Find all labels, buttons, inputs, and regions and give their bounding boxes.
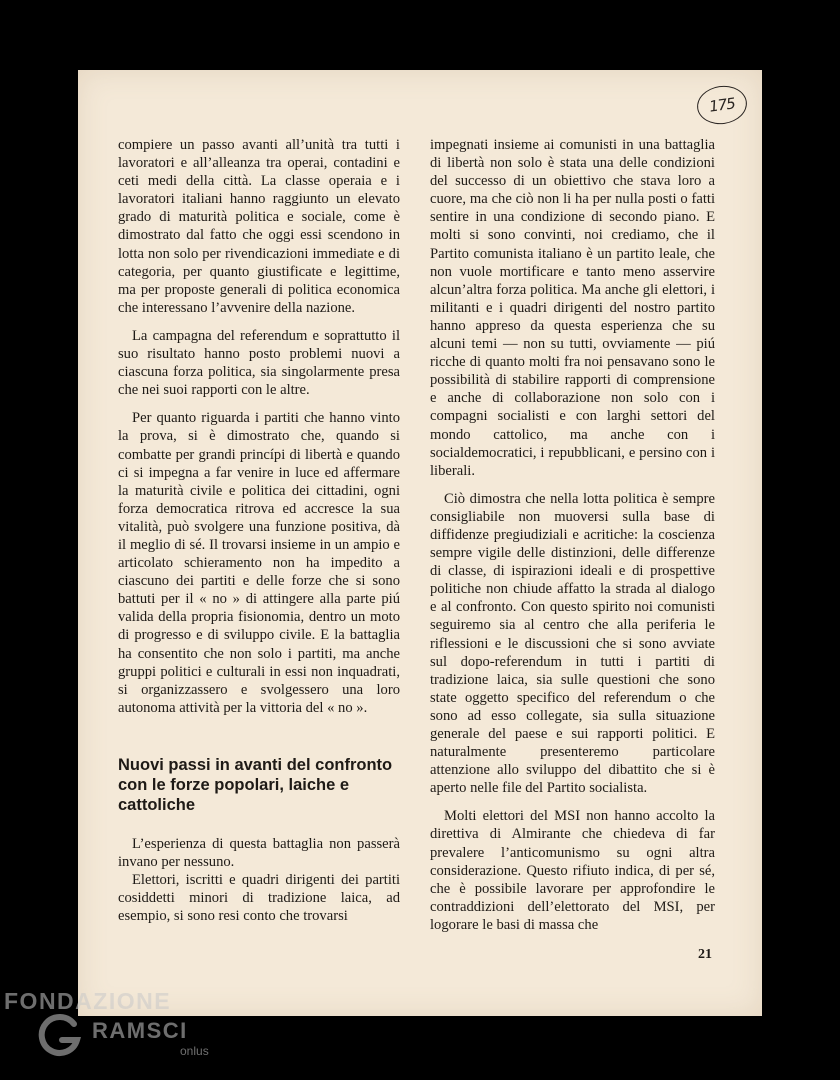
watermark-suffix: onlus — [180, 1044, 209, 1058]
body-paragraph: Molti elettori del MSI non hanno accolto la direttiva di Almirante che chiedeva di far prevalere l’anticomunismo su ogni altra considerazione. Questo rifiuto indica, di per sé, che è possibile lavorare per approfondire le contraddizioni dell’elettorato del MSI, per logorare le basi di massa che — [430, 808, 715, 933]
body-paragraph: L’esperienza di questa battaglia non passerà invano per nessuno. — [118, 835, 400, 870]
g-logo-icon — [34, 1010, 84, 1060]
body-paragraph: impegnati insieme ai comunisti in una battaglia di libertà non solo è stata una delle condizioni del successo di un obiettivo che stava loro a cuore, ma che ciò non li ha per nulla posti o fatti sentire in una condizione di secondo piano. E molti si sono convinti, noi crediamo, che il Partito comunista italiano è un partito leale, che non vuole mortificare e tanto meno asservire alcun’altra forza politica. Ma anche gli elettori, i militanti e i quadri dirigenti del nostro partito hanno appreso da questa esperienza che su alcuni temi — non su tutti, ovviamente — piú ricche di quanto molti fra noi pensavano sono le possibilità di stabilire rapporti di comprensione e anche di collaborazione non solo con i compagni socialisti e con larghi settori del mondo cattolico, ma anche con i socialdemocratici, i repubblicani, e persino con i liberali. — [430, 137, 715, 479]
body-paragraph: La campagna del referendum e soprattutto il suo risultato hanno posto problemi nuovi a ciascuna forza politica, sia singolarmente presa che nei suoi rapporti con le altre. — [118, 327, 400, 399]
section-heading: Nuovi passi in avanti del confronto con le forze popolari, laiche e cattoliche — [118, 755, 393, 814]
fondazione-gramsci-watermark — [4, 988, 224, 1078]
body-paragraph: Ciò dimostra che nella lotta politica è sempre consigliabile non muoversi sulla base di diffidenze pregiudiziali e acritiche: la coscienza sempre vigile delle distinzioni, delle differenze di classe, di ispirazioni ideali e di prospettive politiche non chiude affatto la strada al dialogo e al confronto. Con questo spirito noi comunisti seguiremo sia al centro che alla periferia le riflessioni e le discussioni che si sono avviate sul dopo-referendum in tutti i partiti di tradizione laica, sia sulle questioni che sono state oggetto specifico del referendum o che sono ad esso collegate, sia sulla situazione generale del paese e sui rapporti politici. E naturalmente presenteremo particolare attenzione allo sviluppo del dibattito che si è aperto nelle file del Partito socialista. — [430, 490, 715, 797]
watermark-line2: RAMSCI — [92, 1018, 188, 1043]
left-column — [118, 136, 400, 935]
body-paragraph: Per quanto riguarda i partiti che hanno vinto la prova, si è dimostrato che, quando si combatte per grandi princípi di libertà e quando ci si impegna a far venire in luce ed affermare la maturità civile e politica dei cittadini, ogni forza democratica ritrova ed accresce la sua vitalità, può svolgere una funzione positiva, dà il meglio di sé. Il trovarsi insieme in un ampio e articolato schieramento non ha impedito a ciascuno dei partiti e delle forze che si sono battuti per il « no » di attingere alla parte piú valida della propria fisionomia, dentro un moto di progresso e di sviluppo civile. E la battaglia ha consentito che non solo i partiti, ma anche gruppi politici e culturali in essi non inquadrati, si organizzassero e svolgessero una loro autonoma attività per la vittoria del « no ». — [118, 410, 400, 716]
body-paragraph: Elettori, iscritti e quadri dirigenti dei partiti cosiddetti minori di tradizione laica, ad esempio, si sono resi conto che trovarsi — [118, 872, 400, 925]
right-column — [430, 136, 715, 944]
body-paragraph: compiere un passo avanti all’unità tra tutti i lavoratori e all’alleanza tra operai, contadini e ceti medi della città. La classe operaia e i lavoratori italiani hanno raggiunto un elevato grado di maturità politica e sociale, come è dimostrato dal fatto che oggi essi scendono in lotta non solo per rivendicazioni immediate e di categoria, per quanto giustificate e legittime, ma per proposte generali di politica economica che interessano l’avvenire della nazione. — [118, 137, 400, 316]
archive-number-stamp: 175 — [695, 83, 750, 128]
document-page — [78, 70, 762, 1016]
page-number: 21 — [698, 947, 712, 962]
watermark-line1: FONDAZIONE — [4, 988, 172, 1014]
